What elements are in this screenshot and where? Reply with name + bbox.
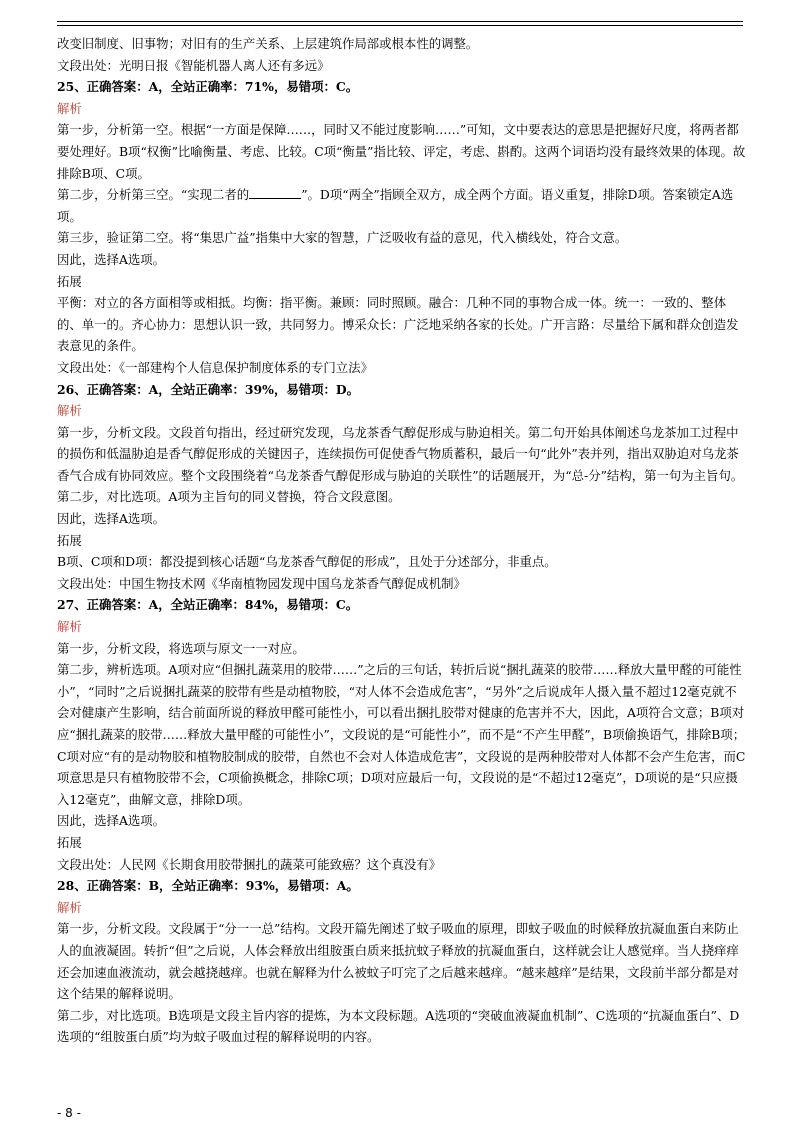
- header-rule-top: [57, 21, 743, 22]
- paragraph: 第三步，验证第二空。将“集思广益”指集中大家的智慧，广泛吸收有益的意见，代入横线处，符合文意。: [57, 230, 628, 246]
- paragraph: 文段出处：光明日报《智能机器人离人还有多远》: [57, 57, 330, 73]
- analysis-label: 解析: [57, 403, 82, 419]
- paragraph: 第二步，对比选项。B选项是文段主旨内容的提炼，为本文段标题。A选项的“突破血液凝血机制”、C选项的“抗凝血蛋白”、D选项的“组胺蛋白质”均为蚊子吸血过程的解释说明的内容。: [57, 1007, 740, 1045]
- paragraph: 第一步，分析文段，将选项与原文一一对应。: [57, 640, 305, 656]
- answer-heading: 27、正确答案：A，全站正确率：84%，易错项：C。: [57, 597, 359, 613]
- paragraph: 因此，选择A选项。: [57, 813, 166, 829]
- paragraph: 拓展: [57, 834, 82, 850]
- answer-heading: 25、正确答案：A，全站正确率：71%，易错项：C。: [57, 79, 359, 95]
- paragraph: 第一步，分析文段。文段首句指出，经过研究发现，乌龙茶香气醇促形成与胁迫相关。第二句开始具体阐述乌龙茶加工过程中的损伤和低温胁迫是香气醇促形成的关键因子，连续损伤可促使香气物质蓄积，最后一句“此外”表并列，指出双胁迫对乌龙茶香气合成有协同效应。整个文段围绕着“乌龙茶香气醇促形成与胁迫的关联性”的话题展开，为“总-分”结构，第一句为主旨句。: [57, 424, 744, 483]
- paragraph: 因此，选择A选项。: [57, 511, 166, 527]
- paragraph: 平衡：对立的各方面相等或相抵。均衡：指平衡。兼顾：同时照顾。融合：几种不同的事物合成一体。统一：一致的、整体的、单一的。齐心协力：思想认识一致，共同努力。博采众长：广泛地采纳各家的长处。广开言路：尽量给下属和群众创造发表意见的条件。: [57, 295, 739, 354]
- paragraph: 文段出处：人民网《长期食用胶带捆扎的蔬菜可能致癌？这个真没有》: [57, 856, 442, 872]
- paragraph: 第一步，分析第一空。根据“一方面是保障……，同时又不能过度影响……”可知，文中要表达的意思是把握好尺度，将两者都要处理好。B项“权衡”比喻衡量、考虑、比较。C项“衡量”指比较、评定，考虑、斟酌。这两个词语均没有最终效果的体现。故排除B项、C项。: [57, 122, 746, 181]
- fill-blank: [249, 186, 301, 199]
- text-before-blank: 第二步，分析第三空。“实现二者的: [57, 187, 250, 203]
- analysis-label: 解析: [57, 100, 82, 116]
- answer-heading: 26、正确答案：A，全站正确率：39%，易错项：D。: [57, 381, 360, 397]
- paragraph-with-blank: [57, 184, 747, 227]
- paragraph: 文段出处：中国生物技术网《华南植物园发现中国乌龙茶香气醇促成机制》: [57, 575, 466, 591]
- paragraph: 文段出处：《一部建构个人信息保护制度体系的专门立法》: [57, 359, 373, 375]
- paragraph: B项、C项和D项：都没提到核心话题“乌龙茶香气醇促的形成”，且处于分述部分，非重点。: [57, 554, 557, 570]
- answer-heading: 28、正确答案：B，全站正确率：93%，易错项：A。: [57, 878, 359, 894]
- paragraph: 因此，选择A选项。: [57, 251, 166, 267]
- document-body: [57, 33, 747, 1048]
- paragraph: 拓展: [57, 532, 82, 548]
- analysis-label: 解析: [57, 619, 82, 635]
- paragraph: 第二步，辨析选项。A项对应“但捆扎蔬菜用的胶带……”之后的三句话，转折后说“捆扎蔬菜的胶带……释放大量甲醛的可能性小”，“同时”之后说捆扎蔬菜的胶带有些是动植物胶，“对人体不会造成危害”，“另外”之后说成年人摄入量不超过12毫克就不会对健康产生影响，结合前面所说的释放甲醛可能性小，可以看出捆扎胶带对健康的危害并不大，因此，A项符合文意；B项对应“捆扎蔬菜的胶带……释放大量甲醛的可能性小”，文段说的是“可能性小”，而不是“不产生甲醛”，B项偷换语气，排除B项；C项对应“有的是动物胶和植物胶制成的胶带，自然也不会对人体造成危害”，文段说的是两种胶带对人体都不会产生危害，而C项意思是只有植物胶带不会，C项偷换概念，排除C项；D项对应最后一句，文段说的是“不超过12毫克”，D项说的是“只应摄入12毫克”，曲解文意，排除D项。: [57, 662, 746, 807]
- paragraph: 第一步，分析文段。文段属于“分一一总”结构。文段开篇先阐述了蚊子吸血的原理，即蚊子吸血的时候释放抗凝血蛋白来防止人的血液凝固。转折“但”之后说，人体会释放出组胺蛋白质来抵抗蚊子释放的抗凝血蛋白，这样就会让人感觉痒。当人挠痒痒还会加速血液流动，就会越挠越痒。也就在解释为什么被蚊子叮完了之后越来越痒。“越来越痒”是结果，文段前半部分都是对这个结果的解释说明。: [57, 921, 739, 1002]
- paragraph: 改变旧制度、旧事物；对旧有的生产关系、上层建筑作局部或根本性的调整。: [57, 36, 479, 51]
- text-after-blank: ”。D项“两全”指顾全双方，成全两个方面。语义重复，排除D项。答案锁定A选项。: [57, 187, 734, 224]
- paragraph: 拓展: [57, 273, 82, 289]
- page-number: - 8 -: [57, 1106, 81, 1120]
- paragraph: 第二步，对比选项。A项为主旨句的同义替换，符合文段意图。: [57, 489, 401, 505]
- header-rule-bottom: [57, 25, 743, 26]
- analysis-label: 解析: [57, 899, 82, 915]
